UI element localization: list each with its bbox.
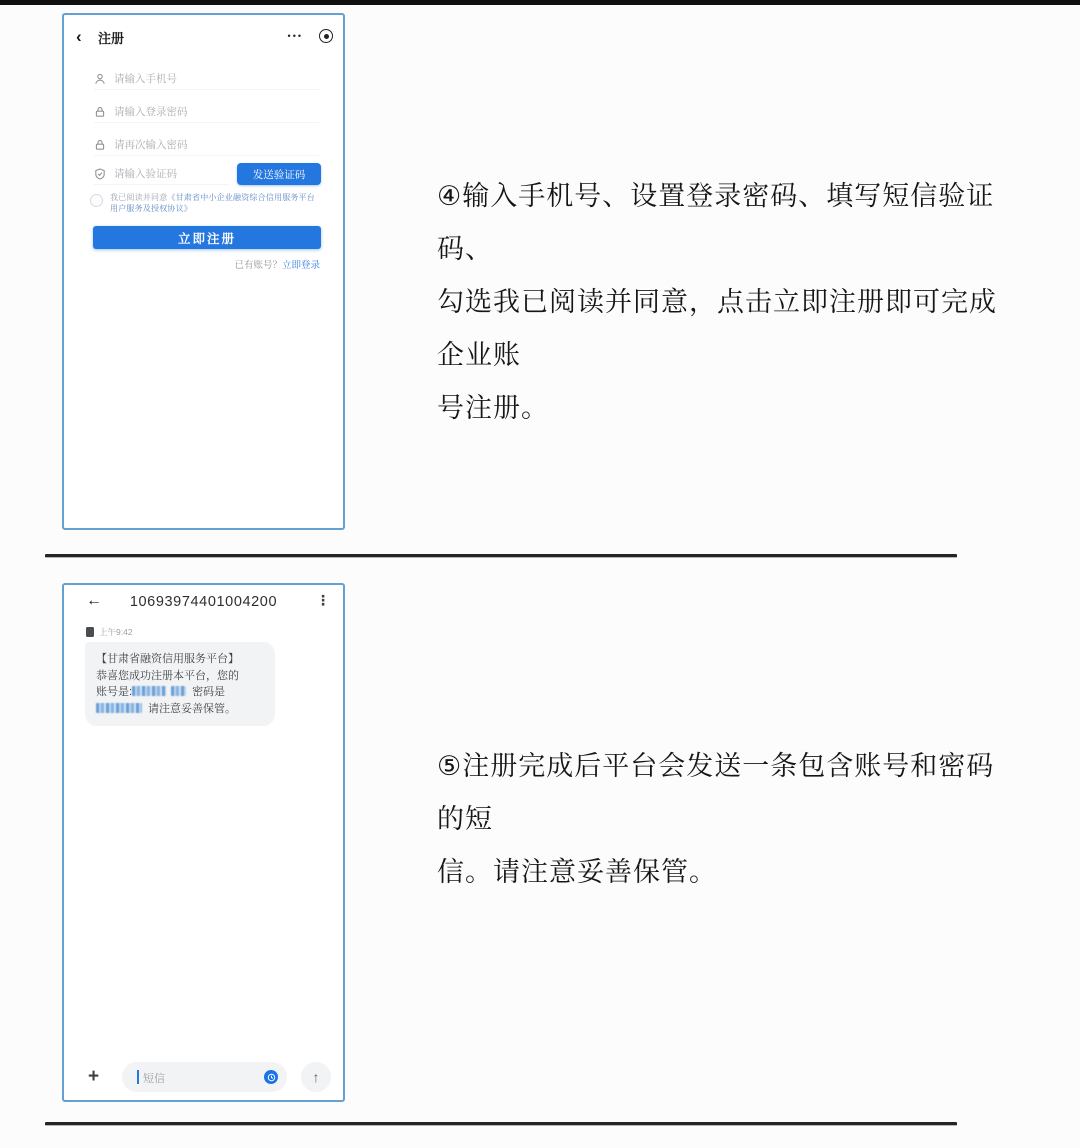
have-account-text: 已有账号？ — [234, 260, 282, 271]
attach-plus-icon[interactable]: + — [88, 1066, 100, 1087]
field-placeholder: 请输入验证码 — [114, 168, 177, 180]
step5-line: 信。请注意妥善保管。 — [437, 857, 717, 887]
input-badge-icon[interactable] — [264, 1070, 278, 1084]
user-icon — [94, 73, 106, 85]
page-top-rule — [0, 0, 1080, 5]
back-arrow-icon[interactable]: ← — [86, 592, 102, 609]
register-button[interactable]: 立即注册 — [93, 226, 321, 249]
sms-header — [64, 589, 343, 615]
redacted-account — [132, 686, 166, 696]
lock-icon — [94, 106, 106, 118]
message-line: 密码是 — [192, 686, 226, 698]
sms-screenshot — [62, 583, 345, 1102]
send-code-button[interactable]: 发送验证码 — [237, 163, 321, 185]
step4-line: 号注册。 — [437, 393, 549, 423]
timestamp-row — [86, 626, 133, 638]
password-field[interactable] — [94, 101, 319, 123]
sms-input-bar — [64, 1062, 343, 1092]
sms-message-bubble — [85, 642, 275, 726]
login-line — [234, 257, 320, 271]
shield-check-icon — [94, 168, 106, 180]
step5-instruction — [437, 740, 1002, 899]
sender-number: 10693974401004200 — [129, 594, 278, 610]
message-line: 请注意妥善保管。 — [148, 702, 236, 715]
miniprogram-close-icon[interactable] — [319, 29, 333, 43]
redacted-account — [171, 686, 186, 696]
message-source-icon — [86, 627, 94, 637]
step4-line: 勾选我已阅读并同意，点击立即注册即可完成企业账 — [437, 287, 997, 370]
register-screenshot — [62, 13, 345, 530]
timestamp: 上午9:42 — [99, 627, 133, 637]
text-cursor — [137, 1070, 139, 1084]
verification-code-field[interactable] — [94, 163, 229, 185]
message-line: 【甘肃省融资信用服务平台】 — [96, 653, 239, 665]
agreement-text — [110, 193, 322, 214]
sms-input-placeholder: 短信 — [143, 1073, 165, 1085]
field-placeholder: 请再次输入密码 — [114, 139, 188, 151]
redacted-password — [96, 703, 142, 713]
miniprogram-capsule — [288, 28, 333, 44]
agreement-link[interactable]: 《甘肃省中小企业融资综合信用服务平台用户服务及授权协议》 — [110, 193, 316, 213]
back-icon[interactable]: ‹ — [76, 27, 82, 46]
lock-icon — [94, 139, 106, 151]
more-icon[interactable]: ••• — [287, 31, 303, 41]
section-divider — [45, 554, 957, 558]
login-link[interactable]: 立即登录 — [281, 260, 320, 271]
register-header — [64, 25, 343, 49]
message-line: 恭喜您成功注册本平台，您的 — [96, 669, 239, 682]
field-placeholder: 请输入手机号 — [114, 73, 177, 85]
sms-input[interactable] — [122, 1062, 287, 1092]
send-arrow-button[interactable]: ↑ — [301, 1062, 331, 1092]
agreement-checkbox[interactable] — [90, 194, 103, 207]
phone-number-field[interactable] — [94, 68, 319, 90]
overflow-menu-icon[interactable]: ⋮ — [316, 592, 330, 608]
confirm-password-field[interactable] — [94, 134, 319, 156]
message-line: 账号是: — [96, 686, 133, 698]
field-placeholder: 请输入登录密码 — [114, 106, 188, 118]
agreement-row[interactable] — [90, 193, 322, 214]
agreement-prefix: 我已阅读并同意 — [110, 193, 168, 202]
section-divider — [45, 1122, 957, 1126]
page-title: 注册 — [98, 31, 125, 46]
step5-line: ⑤注册完成后平台会发送一条包含账号和密码的短 — [437, 751, 995, 834]
step4-instruction — [437, 170, 1002, 435]
step4-line: ④输入手机号、设置登录密码、填写短信验证码、 — [437, 181, 995, 264]
